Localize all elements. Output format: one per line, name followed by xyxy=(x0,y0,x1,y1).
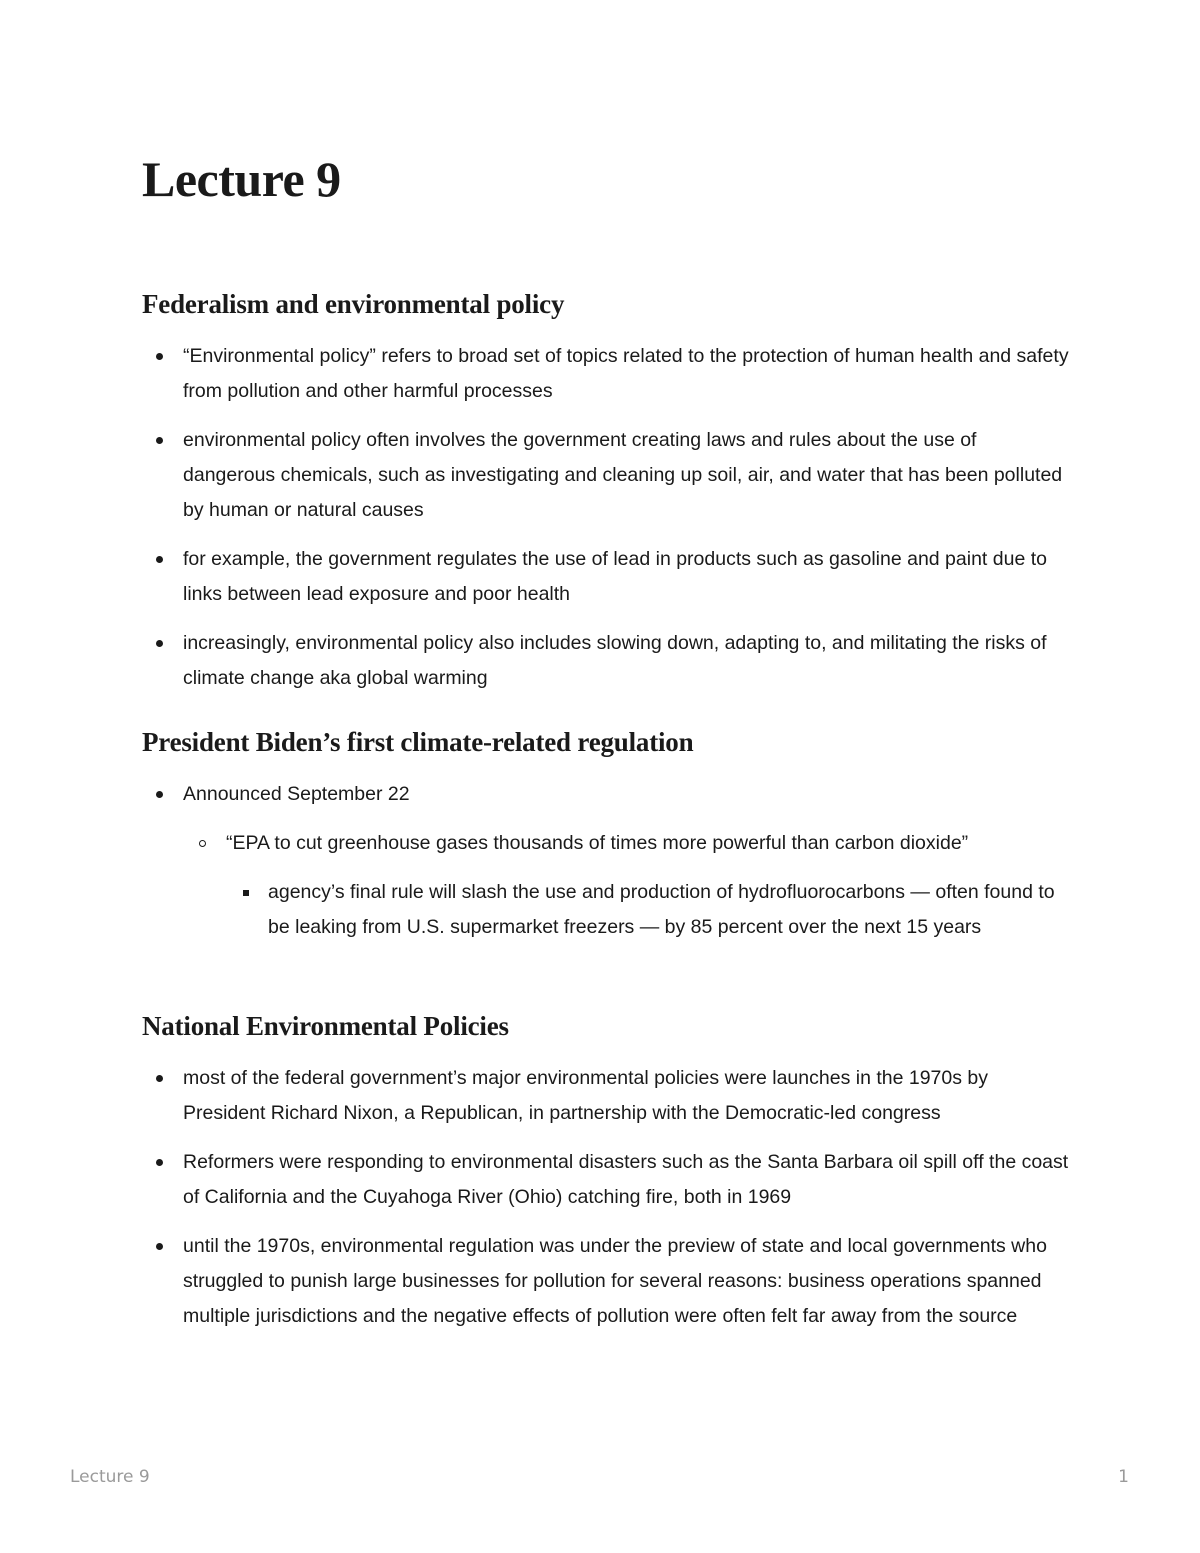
bullet-list xyxy=(142,339,1072,696)
footer-page-number: 1 xyxy=(1118,1467,1129,1487)
list-item: Reformers were responding to environmental disasters such as the Santa Barbara oil spill off the coast of California and the Cuyahoga River (Ohio) catching fire, both in 1969 xyxy=(142,1145,1072,1215)
bullet-list xyxy=(142,1061,1072,1334)
sub-bullet-list xyxy=(183,826,1072,945)
list-item-text: Announced September 22 xyxy=(183,783,410,805)
list-item: most of the federal government’s major environmental policies were launches in the 1970s by President Richard Nixon, a Republican, in partnership with the Democratic-led congress xyxy=(142,1061,1072,1131)
sub-sub-list-item: agency’s final rule will slash the use and production of hydrofluorocarbons — often found to be leaking from U.S. supermarket freezers — by 85 percent over the next 15 years xyxy=(142,875,1072,945)
list-item: “Environmental policy” refers to broad set of topics related to the protection of human health and safety from pollution and other harmful processes xyxy=(142,339,1072,409)
list-item: environmental policy often involves the government creating laws and rules about the use of dangerous chemicals, such as investigating and cleaning up soil, air, and water that has been polluted by human or natural causes xyxy=(142,423,1072,528)
section-heading: President Biden’s first climate-related regulation xyxy=(142,727,694,757)
sub-list-item-text: “EPA to cut greenhouse gases thousands of times more powerful than carbon dioxide” xyxy=(226,832,969,854)
section-biden-regulation xyxy=(142,724,1072,959)
bullet-list xyxy=(142,777,1072,945)
section-heading: National Environmental Policies xyxy=(142,1011,509,1041)
list-item: for example, the government regulates the use of lead in products such as gasoline and paint due to links between lead exposure and poor health xyxy=(142,542,1072,612)
section-federalism xyxy=(142,286,1072,710)
list-item: until the 1970s, environmental regulation was under the preview of state and local governments who struggled to punish large businesses for pollution for several reasons: business operations spanned multiple jurisdictions and the negative effects of pollution were often felt far away from the source xyxy=(142,1229,1072,1334)
footer-label: Lecture 9 xyxy=(70,1467,150,1487)
section-heading: Federalism and environmental policy xyxy=(142,289,565,319)
list-item xyxy=(142,777,1072,945)
sub-list-item xyxy=(142,826,1072,945)
list-item: increasingly, environmental policy also includes slowing down, adapting to, and militating the risks of climate change aka global warming xyxy=(142,626,1072,696)
sub-sub-bullet-list xyxy=(226,875,1072,945)
section-national-policies xyxy=(142,1008,1072,1348)
page-title: Lecture 9 xyxy=(142,151,341,207)
